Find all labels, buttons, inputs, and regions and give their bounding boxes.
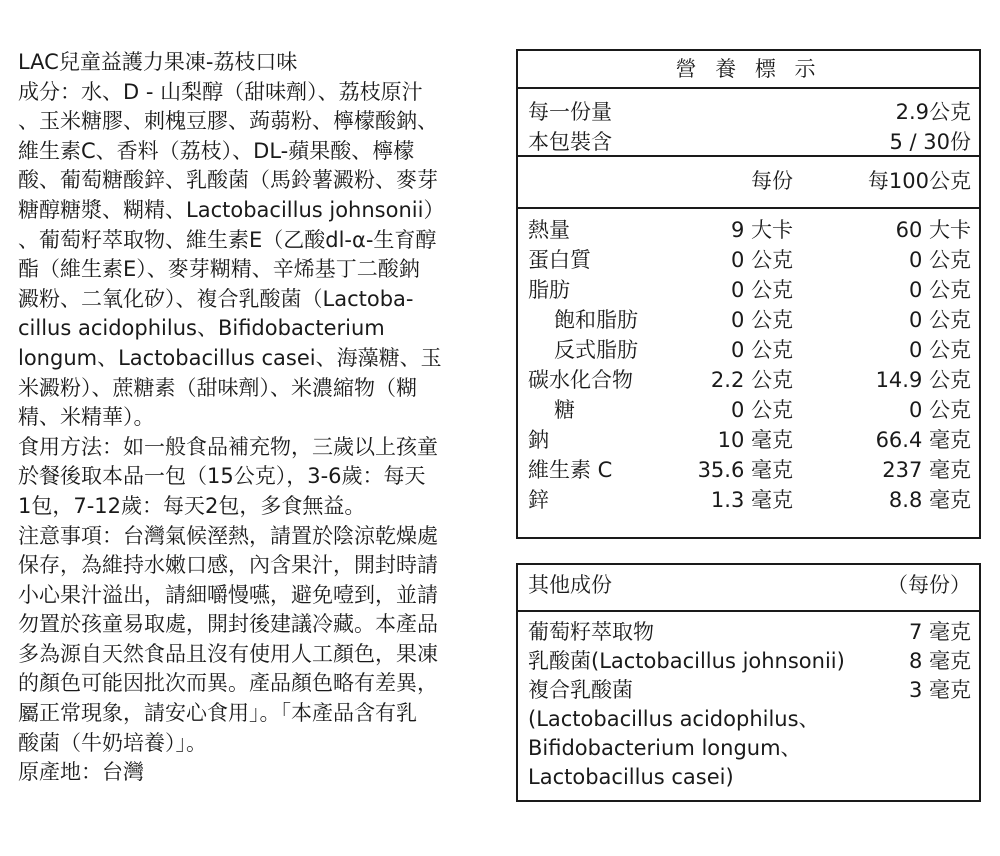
text-line: longum、Lactobacillus casei、海藻糖、玉	[18, 345, 442, 370]
text-line: 澱粉、二氧化矽）、複合乳酸菌（Lactoba-	[18, 286, 414, 311]
text-line: 、葡萄籽萃取物、維生素E（乙酸dl-α-生育醇	[18, 227, 437, 252]
other-header	[518, 568, 979, 602]
nutrient-per-serving: 0 公克	[730, 338, 793, 362]
nutrient-row	[518, 365, 979, 395]
text-line: cillus acidophilus、Bifidobacterium	[18, 316, 385, 341]
nutrient-per-100g: 0 公克	[908, 248, 971, 272]
text-line: 酸菌（牛奶培養）」。	[18, 730, 207, 755]
nutrient-per-serving: 0 公克	[730, 278, 793, 302]
text-line: 食用方法：如一般食品補充物，三歲以上孩童	[18, 434, 438, 459]
column-header	[518, 157, 979, 209]
serving-size-value: 2.9公克	[895, 100, 971, 124]
text-line: 酯（維生素E）、麥芽糊精、辛烯基丁二酸鈉	[18, 257, 420, 282]
nutrient-name: 飽和脂肪	[554, 308, 638, 332]
text-line: 米澱粉）、蔗糖素（甜味劑）、米濃縮物（糊	[18, 375, 417, 400]
nutrient-per-100g: 0 公克	[908, 338, 971, 362]
nutrient-per-serving: 0 公克	[730, 308, 793, 332]
nutrient-per-serving: 1.3 毫克	[710, 488, 793, 512]
other-row	[518, 647, 979, 676]
compound-probiotic-list	[528, 705, 968, 792]
other-value: 8 毫克	[908, 649, 971, 673]
nutrient-name: 反式脂肪	[554, 338, 638, 362]
other-title: 其他成份	[528, 573, 612, 597]
nutrient-name: 維生素 C	[528, 458, 613, 482]
text-line: 於餐後取本品一包（15公克），3-6歲：每天	[18, 464, 426, 489]
other-unit: （每份）	[887, 573, 971, 597]
other-name: 複合乳酸菌	[528, 678, 633, 702]
nutrient-row	[518, 245, 979, 275]
probiotic-line: Lactobacillus casei)	[528, 765, 734, 789]
product-title: LAC兒童益護力果凍-荔枝口味	[18, 50, 298, 74]
servings-label: 本包裝含	[528, 130, 612, 154]
nutrient-row	[518, 305, 979, 335]
nutrient-name: 糖	[554, 398, 575, 422]
nutrient-per-100g: 237 毫克	[882, 458, 971, 482]
nutrient-row	[518, 455, 979, 485]
nutrient-per-100g: 0 公克	[908, 308, 971, 332]
nutrient-per-100g: 0 公克	[908, 278, 971, 302]
nutrient-per-serving: 9 大卡	[730, 218, 793, 242]
per-100g-header: 每100公克	[867, 169, 971, 193]
text-line: 多為源自天然食品且沒有使用人工顏色，果凍	[18, 641, 438, 666]
text-line: 原產地：台灣	[18, 760, 144, 785]
text-line: 糖醇糖漿、糊精、Lactobacillus johnsonii）	[18, 197, 445, 222]
nutrient-per-100g: 8.8 毫克	[888, 488, 971, 512]
nutrient-row	[518, 275, 979, 305]
text-line: 維生素C、香料（荔枝）、DL-蘋果酸、檸檬	[18, 138, 415, 163]
nutrient-per-100g: 0 公克	[908, 398, 971, 422]
other-value: 7 毫克	[908, 620, 971, 644]
nutrient-row	[518, 215, 979, 245]
nutrient-row	[518, 425, 979, 455]
nutrient-name: 鋅	[528, 488, 549, 512]
servings-value: 5 / 30份	[889, 130, 971, 154]
serving-size-label: 每一份量	[528, 100, 612, 124]
text-line: 1包，7-12歲：每天2包，多食無益。	[18, 493, 366, 518]
probiotic-line: (Lactobacillus acidophilus、	[528, 707, 820, 731]
text-line: 精、米精華）。	[18, 405, 155, 430]
nutrient-per-serving: 2.2 公克	[710, 368, 793, 392]
serving-section	[518, 89, 979, 157]
text-line: 注意事項：台灣氣候溼熱，請置於陰涼乾燥處	[18, 523, 438, 548]
probiotic-line: Bifidobacterium longum、	[528, 736, 802, 760]
nutrient-name: 熱量	[528, 218, 570, 242]
divider	[518, 610, 979, 612]
text-line: 屬正常現象，請安心食用」。「本產品含有乳	[18, 701, 417, 726]
serving-size-row	[518, 97, 979, 127]
text-line: 成分：水、D - 山梨醇（甜味劑）、荔枝原汁	[18, 79, 423, 104]
nutrient-per-100g: 66.4 毫克	[875, 428, 971, 452]
other-row	[518, 618, 979, 647]
other-value: 3 毫克	[908, 678, 971, 702]
text-line: 保存，為維持水嫩口感，內含果汁，開封時請	[18, 553, 438, 578]
text-line: 的顏色可能因批次而異。產品顏色略有差異，	[18, 671, 438, 696]
nutrient-name: 蛋白質	[528, 248, 591, 272]
other-name: 乳酸菌(Lactobacillus johnsonii)	[528, 649, 845, 673]
nutrient-per-100g: 60 大卡	[895, 218, 971, 242]
other-row	[518, 676, 979, 705]
text-line: 小心果汁溢出，請細嚼慢嚥，避免噎到，並請	[18, 582, 438, 607]
nutrient-per-serving: 0 公克	[730, 248, 793, 272]
nutrient-name: 碳水化合物	[528, 368, 633, 392]
nutrition-title: 營 養 標 示	[518, 51, 979, 89]
nutrient-per-serving: 0 公克	[730, 398, 793, 422]
text-line: 勿置於孩童易取處，開封後建議冷藏。本產品	[18, 612, 438, 637]
nutrition-facts-table	[516, 49, 981, 539]
text-line: 、玉米糖膠、刺槐豆膠、蒟蒻粉、檸檬酸鈉、	[18, 109, 438, 134]
text-line: 酸、葡萄糖酸鋅、乳酸菌（馬鈴薯澱粉、麥芽	[18, 168, 438, 193]
nutrient-name: 脂肪	[528, 278, 570, 302]
nutrient-per-serving: 35.6 毫克	[697, 458, 793, 482]
nutrient-row	[518, 335, 979, 365]
nutrient-name: 鈉	[528, 428, 549, 452]
nutrient-per-100g: 14.9 公克	[875, 368, 971, 392]
product-description	[18, 48, 500, 788]
other-rows	[518, 618, 979, 705]
nutrient-per-serving: 10 毫克	[717, 428, 793, 452]
other-name: 葡萄籽萃取物	[528, 620, 654, 644]
nutrient-rows	[518, 209, 979, 515]
servings-row	[518, 127, 979, 157]
nutrient-row	[518, 395, 979, 425]
nutrient-row	[518, 485, 979, 515]
per-serving-header: 每份	[751, 169, 793, 193]
other-ingredients-table	[516, 563, 981, 802]
